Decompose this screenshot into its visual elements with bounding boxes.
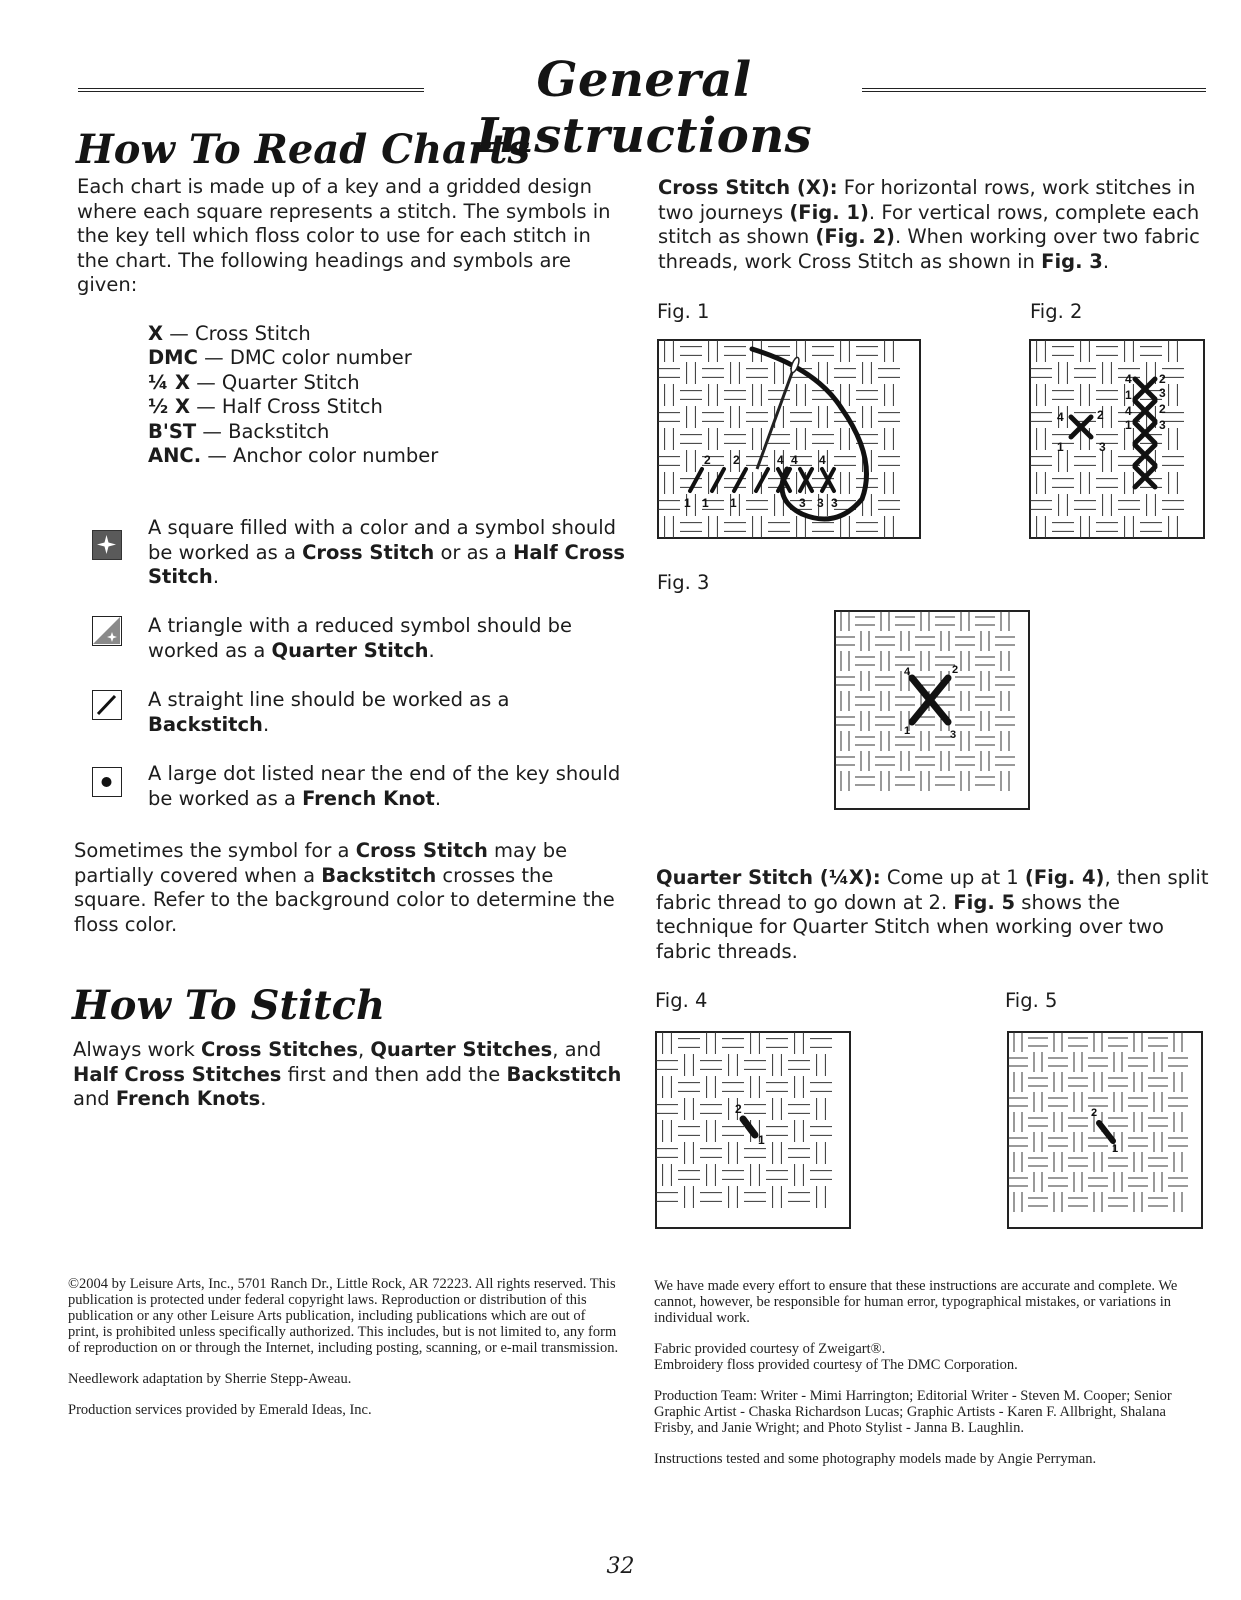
section-title-how-to-stitch: How To Stitch <box>72 982 386 1029</box>
key-abbr: ½ X <box>148 395 191 419</box>
production-team: Production Team: Writer - Mimi Harrington; Editorial Writer - Steven M. Cooper; Senior Graphic Artist - Chaska Richardson Lucas; Graphic Artists - Karen F. Allbright, Shalana Frisby, and Janie Wright; and Photo Stylist - Janna B. Laughlin. <box>654 1388 1172 1436</box>
stitch-number: 4 <box>791 453 798 467</box>
stitch-number: 1 <box>1125 388 1132 402</box>
stitch-number: 2 <box>1159 402 1166 416</box>
fig4-diagram <box>655 1031 851 1229</box>
key-desc: Backstitch <box>228 419 330 443</box>
stitch-number: 3 <box>799 496 806 510</box>
quarter-stitch-instructions: Quarter Stitch (¼X): Come up at 1 (Fig. 4), then split fabric thread to go down at 2. Fig. 5 shows the technique for Quarter Stitch when working over two fabric threads. <box>656 866 1209 963</box>
stitch-number: 1 <box>904 725 911 737</box>
stitch-number: 3 <box>950 729 957 741</box>
stitch-number: 4 <box>1057 410 1064 424</box>
how-to-stitch-text: Always work Cross Stitches, Quarter Stitches, and Half Cross Stitches first and then add the Backstitch and French Knots. <box>73 1038 622 1110</box>
key-desc: Quarter Stitch <box>221 370 360 394</box>
read-charts-note: Sometimes the symbol for a Cross Stitch may be partially covered when a Backstitch crosses the square. Refer to the background color to determine the floss color. <box>74 839 615 936</box>
key-abbr: ANC. <box>148 444 202 468</box>
symbol-description: A triangle with a reduced symbol should be worked as a Quarter Stitch. <box>148 614 573 662</box>
stitch-number: 2 <box>733 453 740 467</box>
key-abbr: X <box>148 322 164 345</box>
stitch-number: 4 <box>777 453 784 467</box>
stitch-number: 2 <box>704 453 711 467</box>
stitch-number: 4 <box>1125 404 1132 418</box>
fig5-label: Fig. 5 <box>1005 989 1058 1012</box>
stitch-number: 1 <box>1125 418 1132 432</box>
page-title: General Instructions <box>475 52 813 164</box>
stitch-number: 1 <box>684 496 691 510</box>
fig2-diagram <box>1029 339 1205 539</box>
fig5-diagram <box>1007 1031 1203 1229</box>
key-desc: Anchor color number <box>233 444 439 468</box>
stitch-number: 1 <box>702 496 709 510</box>
footer-left <box>68 1276 619 1433</box>
triangle-icon <box>92 616 122 646</box>
fig4-label: Fig. 4 <box>655 989 708 1012</box>
chart-key-list <box>148 322 438 468</box>
fig3-diagram <box>834 610 1030 810</box>
tested-credit: Instructions tested and some photography models made by Angie Perryman. <box>654 1451 1097 1467</box>
copyright-notice: ©2004 by Leisure Arts, Inc., 5701 Ranch Dr., Little Rock, AR 72223. All rights reserved. This publication is protected under federal copyright laws. Reproduction or distribution of this publication or any other Leisure Arts publication, including publications which are out of print, is prohibited unless specifically authorized. This includes, but is not limited to, any form of reproduction on or through the Internet, including posting, scanning, or e-mail transmission. <box>68 1276 619 1356</box>
read-charts-intro: Each chart is made up of a key and a gridded design where each square represents a stitch. The symbols in the key tell which floss color to use for each stitch in the chart. The following headings and symbols are given: <box>77 175 611 296</box>
production-credit: Production services provided by Emerald Ideas, Inc. <box>68 1402 372 1418</box>
key-row: X — Cross Stitch <box>148 322 311 345</box>
stitch-number: 3 <box>817 496 824 510</box>
stitch-number: 3 <box>1099 440 1106 454</box>
key-row: ¼ X — Quarter Stitch <box>148 370 360 394</box>
stitch-number: 4 <box>1125 372 1132 386</box>
dot-icon <box>92 767 122 797</box>
stitch-number: 1 <box>1112 1143 1119 1155</box>
fig2-label: Fig. 2 <box>1030 300 1083 323</box>
header-rule-left <box>78 88 424 92</box>
stitch-number: 2 <box>1097 408 1104 422</box>
stitch-number: 2 <box>952 664 959 676</box>
key-desc: Cross Stitch <box>194 322 311 345</box>
disclaimer: We have made every effort to ensure that these instructions are accurate and complete. We cannot, however, be responsible for human error, typographical mistakes, or variations in individual work. <box>654 1278 1178 1326</box>
star-symbol-icon <box>93 531 120 558</box>
stitch-number: 3 <box>1159 386 1166 400</box>
straight-line-icon <box>92 690 122 720</box>
key-row: ½ X — Half Cross Stitch <box>148 395 383 419</box>
key-abbr: DMC <box>148 346 198 370</box>
key-desc: DMC color number <box>229 346 412 370</box>
stitch-number: 3 <box>831 496 838 510</box>
stitch-number: 1 <box>730 496 737 510</box>
fig1-diagram <box>657 339 921 539</box>
adaptation-credit: Needlework adaptation by Sherrie Stepp-Aweau. <box>68 1371 352 1387</box>
filled-square-icon <box>92 530 122 560</box>
key-abbr: B'ST <box>148 419 197 443</box>
page-number: 32 <box>606 1554 635 1579</box>
symbol-description: A large dot listed near the end of the key should be worked as a French Knot. <box>148 762 621 810</box>
stitch-number: 2 <box>1091 1107 1098 1119</box>
key-row: B'ST — Backstitch <box>148 419 330 443</box>
fabric-credit: Fabric provided courtesy of Zweigart®. <box>654 1341 886 1357</box>
header-rule-right <box>862 88 1206 92</box>
cross-stitch-instructions: Cross Stitch (X): For horizontal rows, work stitches in two journeys (Fig. 1). For vertical rows, complete each stitch as shown (Fig. 2). When working over two fabric threads, work Cross Stitch as shown in Fig. 3. <box>658 176 1200 273</box>
section-title-read-charts: How To Read Charts <box>76 126 531 173</box>
key-row: DMC — DMC color number <box>148 346 412 370</box>
stitch-number: 2 <box>735 1102 742 1116</box>
stitch-number: 4 <box>904 666 911 678</box>
stitch-number: 3 <box>1159 418 1166 432</box>
key-abbr: ¼ X <box>148 370 191 394</box>
floss-credit: Embroidery floss provided courtesy of The DMC Corporation. <box>654 1357 1018 1373</box>
fig1-label: Fig. 1 <box>657 300 710 323</box>
key-desc: Half Cross Stitch <box>221 395 383 419</box>
footer-right <box>654 1278 1206 1482</box>
symbol-description: A straight line should be worked as a Backstitch. <box>148 688 510 736</box>
stitch-number: 2 <box>1159 372 1166 386</box>
stitch-number: 1 <box>1057 440 1064 454</box>
stitch-number: 4 <box>819 453 826 467</box>
fig3-label: Fig. 3 <box>657 571 710 594</box>
symbol-description: A square filled with a color and a symbol should be worked as a Cross Stitch or as a Half Cross Stitch. <box>148 516 626 588</box>
key-row: ANC. — Anchor color number <box>148 444 439 468</box>
stitch-number: 1 <box>758 1133 765 1147</box>
